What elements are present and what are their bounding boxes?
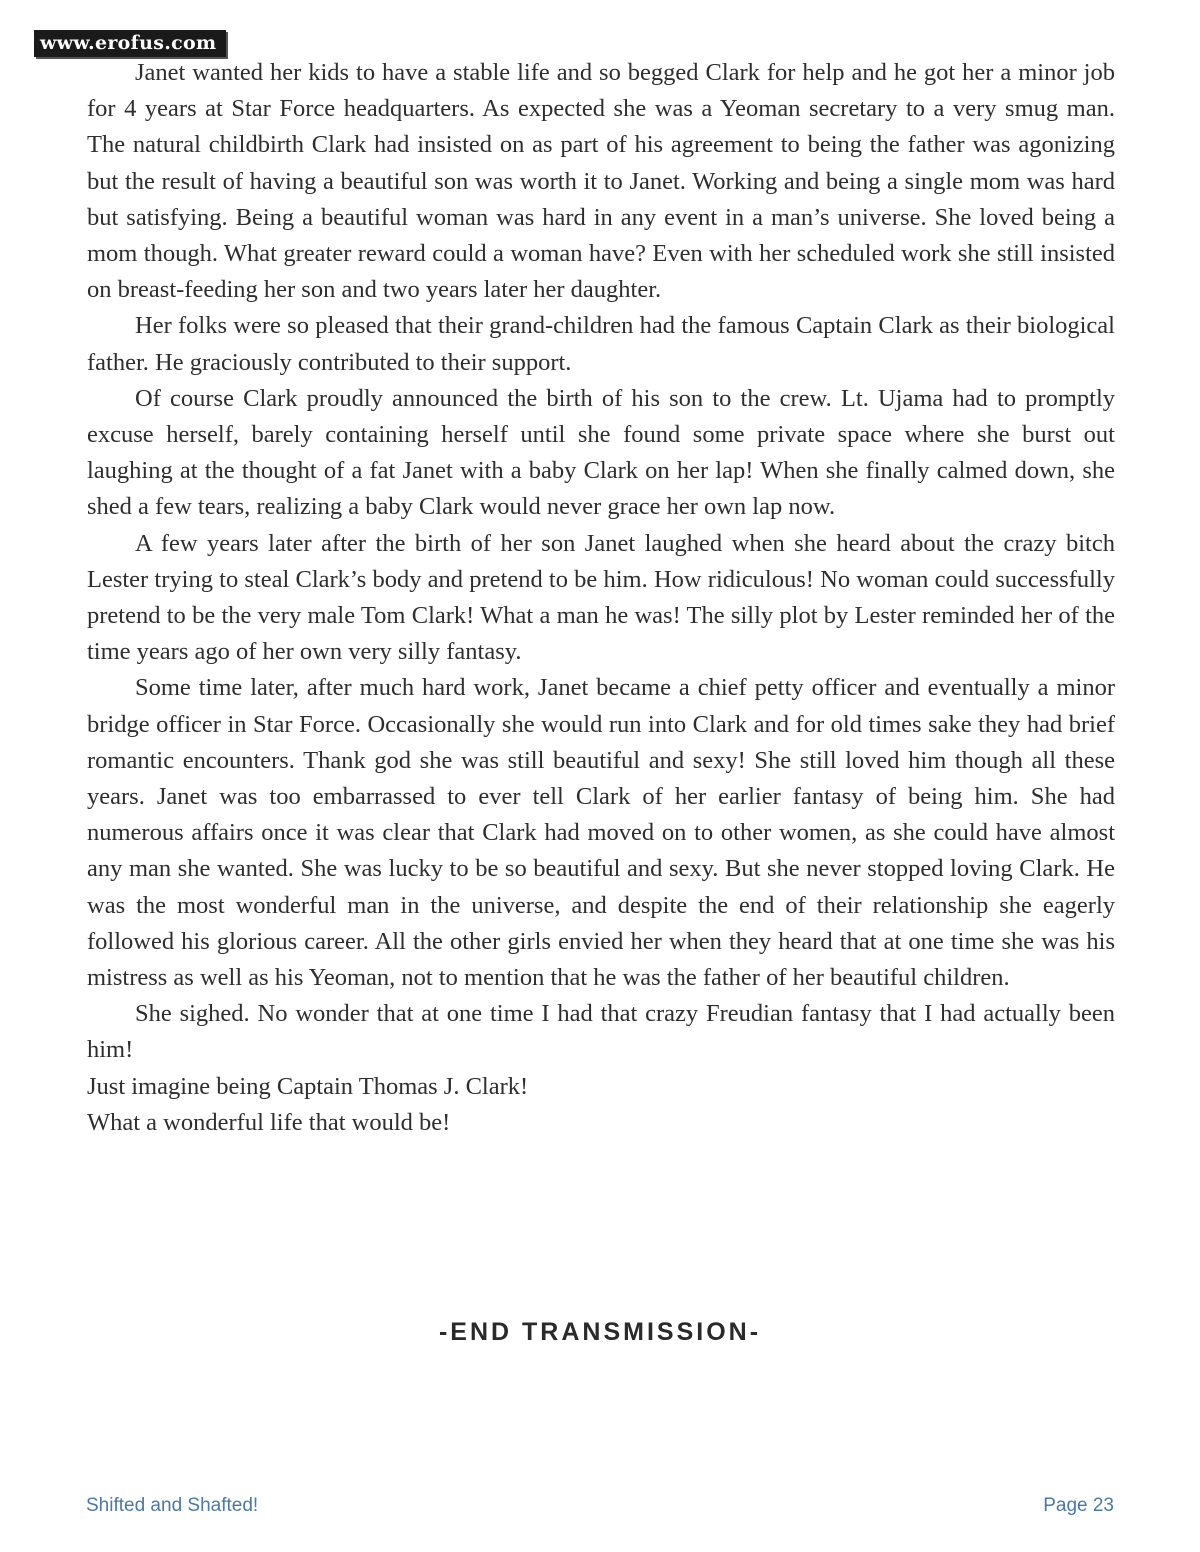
- footer-page-number: Page 23: [1043, 1495, 1114, 1516]
- paragraph: She sighed. No wonder that at one time I had that crazy Freudian fantasy that I had actually been him!: [87, 1000, 1115, 1064]
- watermark-logo: www.erofus.com: [34, 30, 226, 57]
- paragraph: Of course Clark proudly announced the birth of his son to the crew. Lt. Ujama had to promptly excuse herself, barely containing herself until she found some private space where she burst out laughing at the thought of a fat Janet with a baby Clark on her lap! When she finally calmed down, she shed a few tears, realizing a baby Clark would never grace her own lap now.: [87, 384, 1115, 521]
- footer-book-title: Shifted and Shafted!: [86, 1495, 259, 1516]
- paragraph: Her folks were so pleased that their grand-children had the famous Captain Clark as their biological father. He graciously contributed to their support.: [87, 312, 1115, 376]
- closing-line: Just imagine being Captain Thomas J. Clark!: [87, 1072, 529, 1100]
- paragraph: A few years later after the birth of her son Janet laughed when she heard about the crazy bitch Lester trying to steal Clark’s body and pretend to be him. How ridiculous! No woman could successfully pretend to be the very male Tom Clark! What a man he was! The silly plot by Lester reminded her of the time years ago of her own very silly fantasy.: [87, 529, 1115, 666]
- paragraph: Some time later, after much hard work, Janet became a chief petty officer and eventually a minor bridge officer in Star Force. Occasionally she would run into Clark and for old times sake they had brief romantic encounters. Thank god she was still beautiful and sexy! She still loved him though all these years. Janet was too embarrassed to ever tell Clark of her earlier fantasy of being him. She had numerous affairs once it was clear that Clark had moved on to other women, as she could have almost any man she wanted. She was lucky to be so beautiful and sexy. But she never stopped loving Clark. He was the most wonderful man in the universe, and despite the end of their relationship she eagerly followed his glorious career. All the other girls envied her when they heard that at one time she was his mistress as well as his Yeoman, not to mention that he was the father of her beautiful children.: [87, 674, 1115, 992]
- story-body: [87, 55, 1115, 1141]
- end-transmission-heading: -END TRANSMISSION-: [438, 1318, 762, 1346]
- paragraph: Janet wanted her kids to have a stable life and so begged Clark for help and he got her a minor job for 4 years at Star Force headquarters. As expected she was a Yeoman secretary to a very smug man. The natural childbirth Clark had insisted on as part of his agreement to being the father was agonizing but the result of having a beautiful son was worth it to Janet. Working and being a single mom was hard but satisfying. Being a beautiful woman was hard in any event in a man’s universe. She loved being a mom though. What greater reward could a woman have? Even with her scheduled work she still insisted on breast-feeding her son and two years later her daughter.: [87, 59, 1115, 304]
- closing-line: What a wonderful life that would be!: [87, 1108, 451, 1136]
